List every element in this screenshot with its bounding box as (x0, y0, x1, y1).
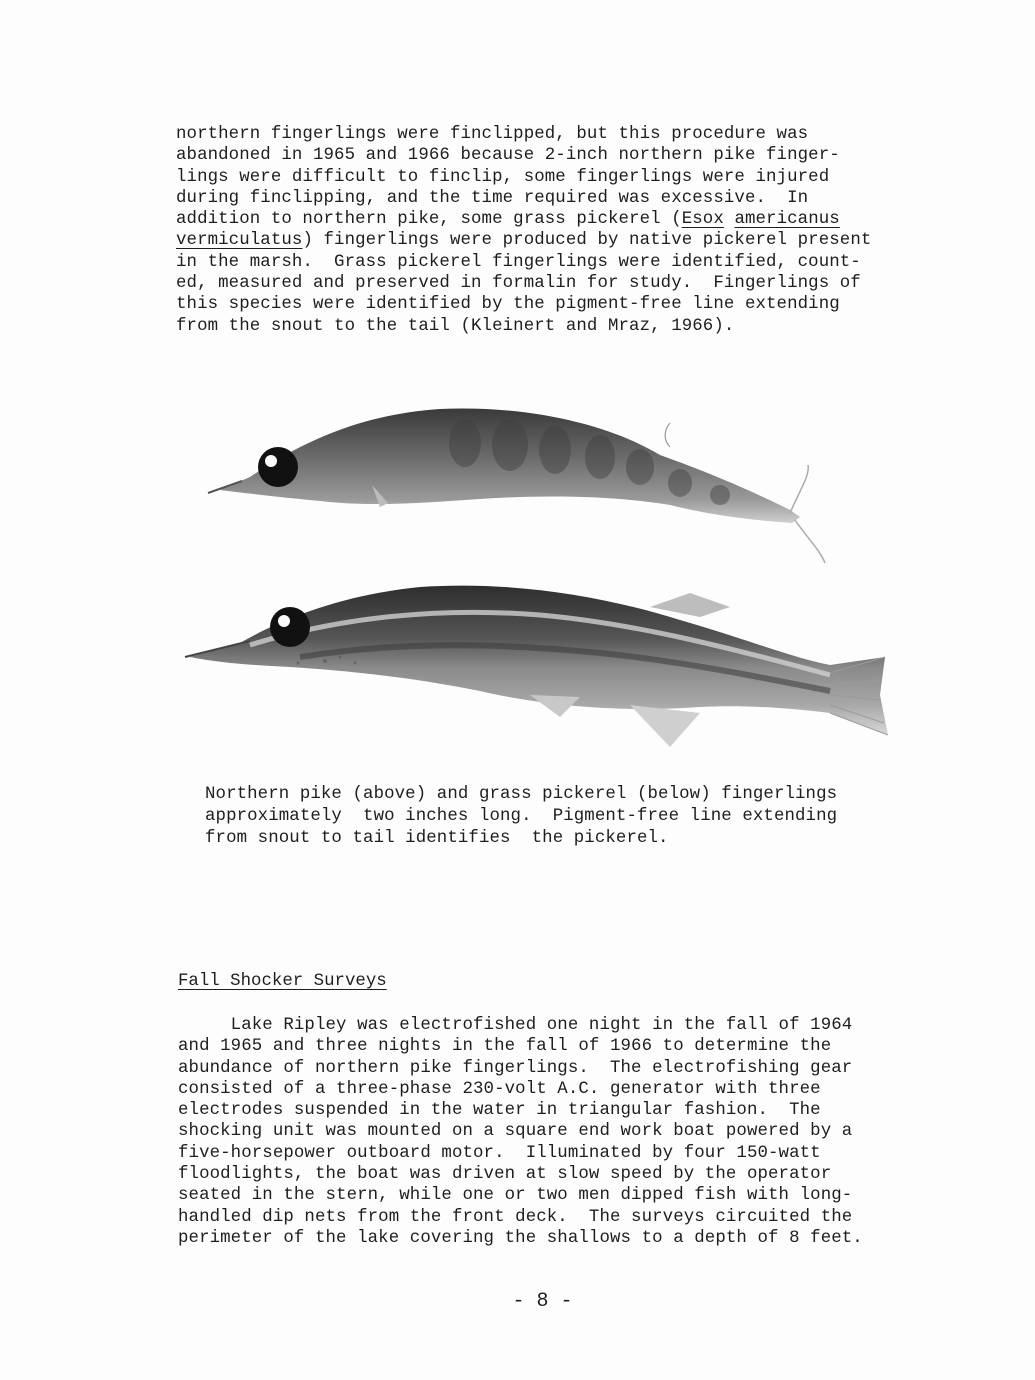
text-line: northern fingerlings were finclipped, but this procedure was (176, 125, 809, 144)
text-line: floodlights, the boat was driven at slow speed by the operator (178, 1165, 832, 1185)
text-line: abandoned in 1965 and 1966 because 2-inch northern pike finger- (176, 146, 840, 166)
text-line: during finclipping, and the time required was excessive. In (176, 188, 809, 208)
text-line: ) fingerlings were produced by native pickerel present (302, 231, 872, 251)
species-name-genus: Esox (681, 210, 724, 230)
intro-paragraph (176, 124, 871, 337)
text-line: shocking unit was mounted on a square end work boat powered by a (178, 1122, 853, 1142)
text-line: lings were difficult to finclip, some fingerlings were injured (176, 167, 830, 187)
text-line: in the marsh. Grass pickerel fingerlings were identified, count- (176, 252, 861, 272)
text-line: and 1965 and three nights in the fall of 1966 to determine the (178, 1037, 832, 1057)
grass-pickerel-image (185, 586, 888, 747)
page-number: - 8 - (512, 1290, 573, 1313)
section-heading: Fall Shocker Surveys (178, 972, 387, 991)
text-line: perimeter of the lake covering the shallows to a depth of 8 feet. (178, 1228, 863, 1248)
text-line: ed, measured and preserved in formalin for study. Fingerlings of (176, 274, 861, 294)
fish-photograph (180, 395, 900, 775)
caption-line: Northern pike (above) and grass pickerel (below) fingerlings (205, 785, 838, 804)
text-line: addition to northern pike, some grass pickerel ( (176, 210, 682, 230)
figure-caption (205, 784, 837, 850)
body-paragraph (178, 1015, 863, 1249)
text-line: seated in the stern, while one or two men dipped fish with long- (178, 1186, 853, 1206)
text-line: abundance of northern pike fingerlings. The electrofishing gear (178, 1058, 853, 1078)
species-name-species: americanus (734, 210, 840, 230)
text-line: handled dip nets from the front deck. The surveys circuited the (178, 1207, 853, 1227)
text-line: electrodes suspended in the water in triangular fashion. The (178, 1101, 821, 1121)
northern-pike-image (208, 408, 825, 563)
caption-line: approximately two inches long. Pigment-free line extending (205, 807, 838, 826)
text-line: from the snout to the tail (Kleinert and Mraz, 1966). (176, 316, 735, 336)
text-line: Lake Ripley was electrofished one night in the fall of 1964 (178, 1016, 853, 1035)
text-line: this species were identified by the pigment-free line extending (176, 295, 840, 315)
text-line: five-horsepower outboard motor. Illuminated by four 150-watt (178, 1143, 821, 1163)
caption-line: from snout to tail identifies the pickerel. (205, 829, 669, 848)
species-name-subspecies: vermiculatus (176, 231, 303, 251)
text-line: consisted of a three-phase 230-volt A.C. generator with three (178, 1079, 821, 1099)
